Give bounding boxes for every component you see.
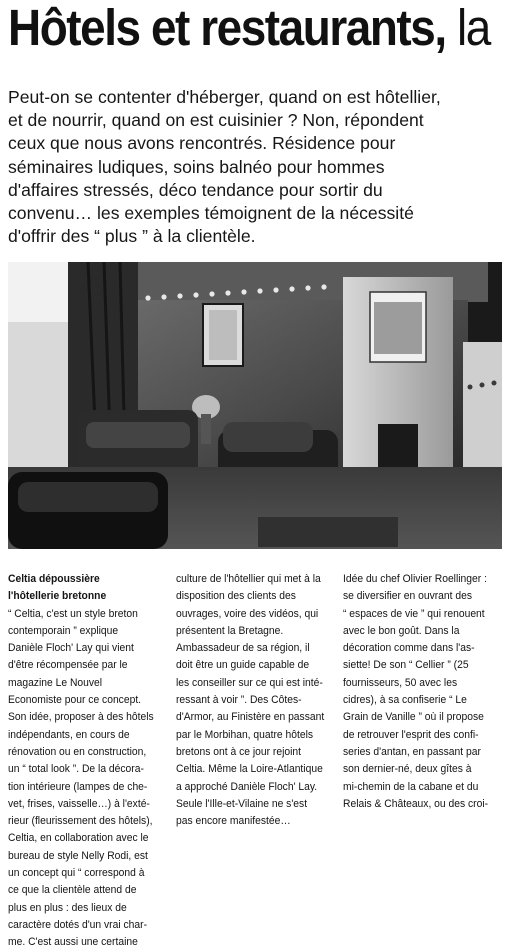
body-line: ressant à voir ”. Des Côtes- bbox=[176, 694, 302, 707]
body-line: “ Celtia, c'est un style breton bbox=[8, 607, 138, 620]
body-line: bretons ont à ce jour rejoint bbox=[176, 745, 302, 758]
body-line: indépendants, en cours de bbox=[8, 728, 130, 741]
body-line: de retrouver l'esprit des confi- bbox=[343, 728, 479, 741]
body-line: par le Morbihan, quatre hôtels bbox=[176, 728, 314, 741]
body-line: Idée du chef Olivier Roellinger : bbox=[343, 573, 487, 585]
body-line: Seule l'Ille-et-Vilaine ne s'est bbox=[176, 797, 308, 810]
body-line: d'être récompensée par le bbox=[8, 659, 128, 672]
body-line: rieur (fleurissement des hôtels), bbox=[8, 815, 153, 828]
body-line: son dernier-né, deux gîtes à bbox=[343, 763, 472, 776]
body-line: plus en plus : des lieux de bbox=[8, 901, 127, 914]
body-line: fournisseurs, 50 avec les bbox=[343, 676, 458, 689]
body-line: tion intérieure (lampes de che- bbox=[8, 780, 148, 793]
body-line: rénovation ou en construction, bbox=[8, 745, 147, 758]
section-heading: l'hôtellerie bretonne bbox=[8, 590, 107, 603]
body-line: d'Armor, au Finistère en passant bbox=[176, 711, 325, 724]
body-line: Economiste pour ce concept. bbox=[8, 694, 142, 707]
body-line: ce que la clientèle attend de bbox=[8, 884, 137, 897]
body-line: siette! De son “ Cellier ” (25 bbox=[343, 659, 469, 672]
body-line: Danièle Floch' Lay qui vient bbox=[8, 642, 134, 655]
intro-line: et de nourrir, quand on est cuisinier ? Non, répondent bbox=[8, 110, 424, 131]
body-line: “ espaces de vie ” qui renouent bbox=[343, 607, 485, 620]
body-line: les conseiller sur ce qui est inté- bbox=[176, 676, 323, 689]
body-line: Celtia. Même la Loire-Atlantique bbox=[176, 763, 323, 776]
body-line: doit être un guide capable de bbox=[176, 659, 310, 672]
body-line: mi-chemin de la cabane et du bbox=[343, 780, 479, 793]
body-line: me. C'est aussi une certaine bbox=[8, 936, 138, 949]
column-2 bbox=[176, 571, 324, 830]
body-line: pas encore manifestée… bbox=[176, 815, 291, 828]
hotel-room-photo bbox=[8, 262, 502, 549]
body-line: contemporain ” explique bbox=[8, 624, 119, 637]
headline bbox=[8, 0, 490, 58]
body-line: Grain de Vanille ” où il propose bbox=[343, 711, 484, 724]
body-line: series d'antan, en passant par bbox=[343, 745, 481, 758]
column-3 bbox=[343, 571, 488, 813]
body-line: culture de l'hôtellier qui met à la bbox=[176, 573, 321, 585]
intro-paragraph bbox=[8, 86, 502, 248]
body-line: Celtia, en collaboration avec le bbox=[8, 832, 149, 845]
body-line: Ambassadeur de sa région, il bbox=[176, 642, 310, 655]
body-line: vet, frises, vaisselle…) à l'exté- bbox=[8, 797, 150, 810]
headline-tail: la bbox=[457, 0, 490, 56]
headline-main: Hôtels et restaurants, bbox=[8, 0, 446, 56]
intro-line: d'offrir des “ plus ” à la clientèle. bbox=[8, 226, 256, 247]
body-line: un “ total look ”. De la décora- bbox=[8, 763, 144, 776]
body-line: Relais & Châteaux, ou des croi- bbox=[343, 797, 489, 810]
body-line: magazine Le Nouvel bbox=[8, 676, 103, 689]
body-line: bureau de style Nelly Rodi, est bbox=[8, 849, 148, 862]
body-line: disposition des clients des bbox=[176, 590, 296, 603]
body-line: un concept qui “ correspond à bbox=[8, 867, 145, 880]
intro-line: d'affaires stressés, déco tendance pour sortir du bbox=[8, 179, 383, 200]
column-1 bbox=[8, 571, 154, 952]
intro-line: convenu… les exemples témoignent de la nécessité bbox=[8, 203, 414, 224]
body-line: a approché Danièle Floch' Lay. bbox=[176, 780, 318, 793]
body-line: décoration comme dans l'as- bbox=[343, 642, 475, 655]
section-heading: Celtia dépoussière bbox=[8, 573, 100, 585]
body-line: ouvrages, voire des vidéos, qui bbox=[176, 607, 319, 620]
intro-line: ceux que nous avons rencontrés. Résidence pour bbox=[8, 133, 396, 154]
body-line: Son idée, proposer à des hôtels bbox=[8, 711, 154, 724]
body-line: caractère dotés d'un vrai char- bbox=[8, 918, 148, 931]
intro-line: Peut-on se contenter d'héberger, quand on est hôtellier, bbox=[8, 87, 441, 107]
body-line: avec le bon goût. Dans la bbox=[343, 624, 460, 637]
body-line: se diversifier en ouvrant des bbox=[343, 590, 473, 603]
body-line: présentent la Bretagne. bbox=[176, 624, 284, 637]
body-line: cidres), à sa confiserie “ Le bbox=[343, 694, 467, 707]
intro-line: séminaires ludiques, soins balnéo pour hommes bbox=[8, 156, 385, 177]
